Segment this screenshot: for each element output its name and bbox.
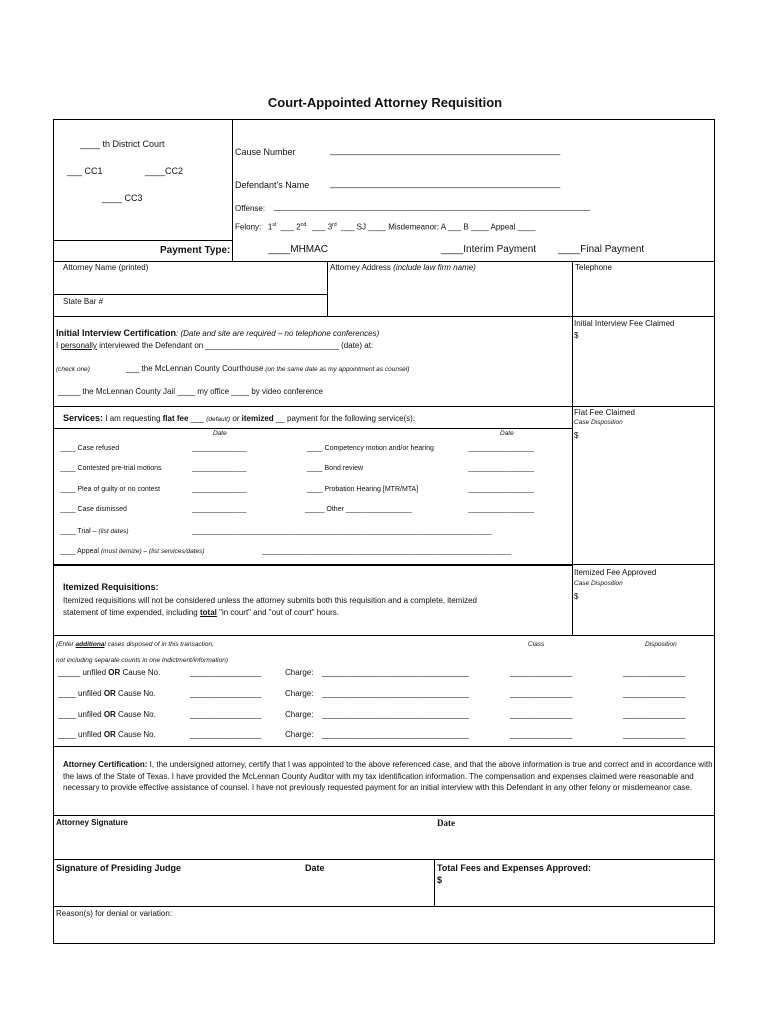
cause-number-field[interactable]: ________________ (190, 710, 262, 719)
service-probation[interactable]: ____ Probation Hearing [MTR/MTA] (307, 486, 419, 493)
trial-note: (list dates) (98, 528, 129, 535)
appeal-services-field[interactable]: ________________________________________________________________ (262, 548, 512, 555)
services-text-a: I am requesting (103, 414, 163, 423)
unfiled-toggle[interactable]: ____ unfiled (58, 730, 104, 739)
check-one-note: (check one) (56, 366, 90, 373)
felony-label: Felony: (235, 222, 262, 232)
attorney-date-label[interactable]: Date (437, 818, 455, 828)
or-label: OR (103, 689, 116, 698)
felony-third: ___ 3 (312, 222, 333, 232)
interview-personally: personally (60, 341, 97, 350)
judge-date-label[interactable]: Date (305, 863, 325, 873)
telephone-label: Telephone (575, 263, 612, 272)
divider (53, 635, 715, 636)
state-bar-label: State Bar # (63, 297, 104, 306)
disposition-field[interactable]: ______________ (623, 730, 686, 739)
service-trial[interactable] (60, 528, 129, 535)
felony-row[interactable] (235, 222, 535, 232)
service-date-field[interactable]: ______________ (192, 465, 247, 472)
itemized-fee-dollar[interactable]: $ (574, 592, 579, 601)
cause-no-label: Cause No. (115, 710, 156, 719)
initial-interview-heading (56, 328, 379, 338)
additional-case-row[interactable] (58, 668, 160, 677)
divider (53, 261, 715, 262)
payment-type-label: Payment Type: (160, 245, 231, 256)
attorney-address-label (330, 263, 476, 272)
or-label: OR (103, 710, 116, 719)
charge-field[interactable]: _________________________________ (322, 730, 469, 739)
total-fees-label: Total Fees and Expenses Approved: (437, 863, 592, 873)
trial-label: ____ Trial – (60, 528, 99, 535)
class-column-header: Class (528, 641, 545, 648)
flat-fee-disposition: Case Disposition (574, 419, 623, 426)
additional-case-row[interactable] (58, 710, 156, 719)
itemized-fee-label: Itemized Fee Approved (574, 568, 657, 577)
charge-label: Charge: (285, 689, 314, 698)
attorney-address-note: (include law firm name) (393, 263, 476, 272)
payment-interim[interactable]: ____Interim Payment (441, 244, 537, 255)
additional-cases-note (56, 641, 214, 648)
additional-note-u: additiona (75, 641, 105, 648)
cause-no-label: Cause No. (120, 668, 161, 677)
charge-label: Charge: (285, 710, 314, 719)
additional-note-post: l cases disposed of in this transaction, (104, 641, 214, 648)
unfiled-toggle[interactable]: ____ unfiled (58, 689, 104, 698)
cause-number-label: Cause Number (235, 147, 296, 157)
service-pretrial-motions[interactable]: ____ Contested pre-trial motions (60, 465, 162, 472)
cause-number-field[interactable]: ________________ (190, 689, 262, 698)
divider (53, 746, 715, 747)
flat-fee-dollar[interactable]: $ (574, 431, 579, 440)
service-date-field[interactable]: ______________ (192, 445, 247, 452)
location-options[interactable]: _____ the McLennan County Jail ____ my office ____ by video conference (58, 387, 323, 396)
itemized-text-1: Itemized requisitions will not be considered unless the attorney submits both this requisition and a complete, itemized (63, 596, 477, 605)
payment-mhmac[interactable]: ____MHMAC (268, 244, 329, 255)
additional-note-pre: (Enter (56, 641, 76, 648)
cc2-field[interactable]: ____CC2 (145, 166, 184, 176)
divider (53, 906, 715, 907)
divider (53, 316, 715, 317)
trial-dates-field[interactable]: _____________________________________________________________________________ (192, 528, 492, 535)
flat-fee-label: Flat Fee Claimed (574, 408, 635, 417)
service-other[interactable]: _____ Other _________________ (305, 506, 413, 513)
services-text-b: ___ (188, 414, 204, 423)
felony-second-sup: nd. (300, 222, 308, 228)
services-default: (default) (206, 416, 231, 423)
service-appeal[interactable] (60, 548, 205, 555)
appeal-note: (must itemize) – (list services/dates) (100, 548, 205, 555)
additional-case-row[interactable] (58, 689, 156, 698)
service-plea[interactable]: ____ Plea of guilty or no contest (60, 486, 161, 493)
services-itemized: itemized (241, 414, 274, 423)
charge-label: Charge: (285, 668, 314, 677)
service-bond-review[interactable]: ____ Bond review (307, 465, 364, 472)
date-column-header: Date (500, 430, 514, 437)
page-title: Court-Appointed Attorney Requisition (267, 95, 503, 110)
services-flat-fee: flat fee (162, 414, 189, 423)
services-text-c: __ payment for the following service(s): (273, 414, 416, 423)
date-column-header: Date (213, 430, 227, 437)
service-date-field[interactable]: _________________ (468, 465, 535, 472)
felony-second: ___ 2 (280, 222, 301, 232)
divider (572, 564, 715, 565)
service-date-field[interactable]: _________________ (468, 486, 535, 493)
certification-text: I, the undersigned attorney, certify that I was appointed to the above referenced case, and that the above information is true and correct and in accordance with the laws of the State of Texas. I have provided the McLennan County Auditor with my tax identification information. The compensation and expenses claimed were reasonable and necessary to provide effective assistance of counsel. I have not previously requested payment for an initial interview with this Defendant in any other felony or misdemeanor case. (63, 760, 713, 792)
divider (53, 406, 715, 407)
divider (327, 261, 328, 316)
attorney-signature-label[interactable]: Attorney Signature (56, 818, 129, 827)
service-case-dismissed[interactable]: ____ Case dismissed (60, 506, 127, 513)
divider (53, 859, 715, 860)
cause-number-field[interactable]: ______________________________________________ (330, 145, 561, 155)
appeal-label: ____ Appeal (60, 548, 101, 555)
service-competency[interactable]: ____ Competency motion and/or hearing (307, 445, 434, 452)
initial-fee-dollar[interactable]: $ (574, 331, 579, 340)
divider (572, 261, 573, 635)
disposition-column-header: Disposition (645, 641, 677, 648)
itemized-total: total (199, 608, 217, 617)
additional-case-row[interactable] (58, 730, 156, 739)
itemized-text-2a: statement of time expended, including (63, 608, 200, 617)
cc3-field[interactable]: ____ CC3 (102, 193, 143, 203)
divider (53, 428, 572, 429)
offense-label: Offense: (235, 204, 266, 213)
services-or: or (230, 414, 242, 423)
class-field[interactable]: ______________ (510, 668, 573, 677)
interview-post: interviewed the Defendant on ______________________________ (date) at: (96, 341, 374, 350)
offense-field[interactable]: _______________________________________________________________________ (274, 202, 590, 211)
service-case-refused[interactable]: ____ Case refused (60, 445, 120, 452)
cc1-field[interactable]: ___ CC1 (67, 166, 103, 176)
attorney-certification (63, 759, 713, 794)
courthouse-note: (on the same date as my appointment as counsel) (263, 366, 410, 373)
unfiled-toggle[interactable]: ____ unfiled (58, 710, 104, 719)
charge-field[interactable]: _________________________________ (322, 710, 469, 719)
class-field[interactable]: ______________ (510, 689, 573, 698)
district-court-field[interactable]: ____ th District Court (80, 139, 165, 149)
cause-number-field[interactable]: ________________ (190, 668, 262, 677)
initial-interview-line[interactable] (56, 341, 373, 350)
disposition-field[interactable]: ______________ (623, 689, 686, 698)
initial-interview-title: Initial Interview Certification (56, 328, 177, 338)
itemized-text-2 (63, 608, 339, 617)
service-date-field[interactable]: ______________ (192, 506, 247, 513)
itemized-heading: Itemized Requisitions: (63, 582, 159, 592)
divider (53, 294, 327, 295)
cause-no-label: Cause No. (115, 730, 156, 739)
or-label: OR (108, 668, 121, 677)
divider (434, 859, 435, 907)
itemized-fee-disposition: Case Disposition (574, 580, 623, 587)
charge-field[interactable]: _________________________________ (322, 668, 469, 677)
judge-signature-label[interactable]: Signature of Presiding Judge (56, 863, 182, 873)
felony-rest: ___ SJ ____ Misdemeanor: A ___ B ____ Appeal ____ (341, 222, 536, 232)
courthouse-text: ___ the McLennan County Courthouse (126, 364, 264, 373)
interview-pre: I (56, 341, 61, 350)
initial-interview-note: : (Date and site are required – no telephone conferences) (176, 329, 380, 338)
disposition-field[interactable]: ______________ (623, 710, 686, 719)
courthouse-option[interactable] (126, 364, 409, 373)
defendant-name-field[interactable]: ______________________________________________ (330, 178, 561, 188)
class-field[interactable]: ______________ (510, 730, 573, 739)
cause-number-field[interactable]: ________________ (190, 730, 262, 739)
denial-reasons-label[interactable]: Reason(s) for denial or variation: (56, 909, 173, 918)
felony-first-sup: st (272, 222, 277, 228)
divider (53, 564, 572, 566)
felony-third-sup: rd (332, 222, 337, 228)
services-heading (63, 413, 415, 423)
felony-first: 1 (267, 222, 273, 232)
divider (53, 815, 715, 816)
divider (53, 240, 233, 241)
class-field[interactable]: ______________ (510, 710, 573, 719)
attorney-address-text: Attorney Address (330, 263, 394, 272)
payment-final[interactable]: ____Final Payment (558, 244, 645, 255)
unfiled-toggle[interactable]: _____ unfiled (58, 668, 109, 677)
charge-field[interactable]: _________________________________ (322, 689, 469, 698)
charge-label: Charge: (285, 730, 314, 739)
attorney-name-label: Attorney Name (printed) (63, 263, 149, 272)
or-label: OR (103, 730, 116, 739)
cause-no-label: Cause No. (115, 689, 156, 698)
additional-cases-note-2: not including separate counts in one Indictment/information) (56, 657, 228, 664)
service-date-field[interactable]: ______________ (192, 486, 247, 493)
disposition-field[interactable]: ______________ (623, 668, 686, 677)
itemized-text-2b: "in court" and "out of court" hours. (216, 608, 339, 617)
total-fees-dollar[interactable]: $ (437, 875, 443, 885)
service-date-field[interactable]: _________________ (468, 506, 535, 513)
certification-heading: Attorney Certification: (63, 760, 148, 769)
services-title: Services: (63, 413, 104, 423)
defendant-name-label: Defendant's Name (235, 180, 310, 190)
service-date-field[interactable]: _________________ (468, 445, 535, 452)
initial-fee-label: Initial Interview Fee Claimed (574, 319, 675, 328)
